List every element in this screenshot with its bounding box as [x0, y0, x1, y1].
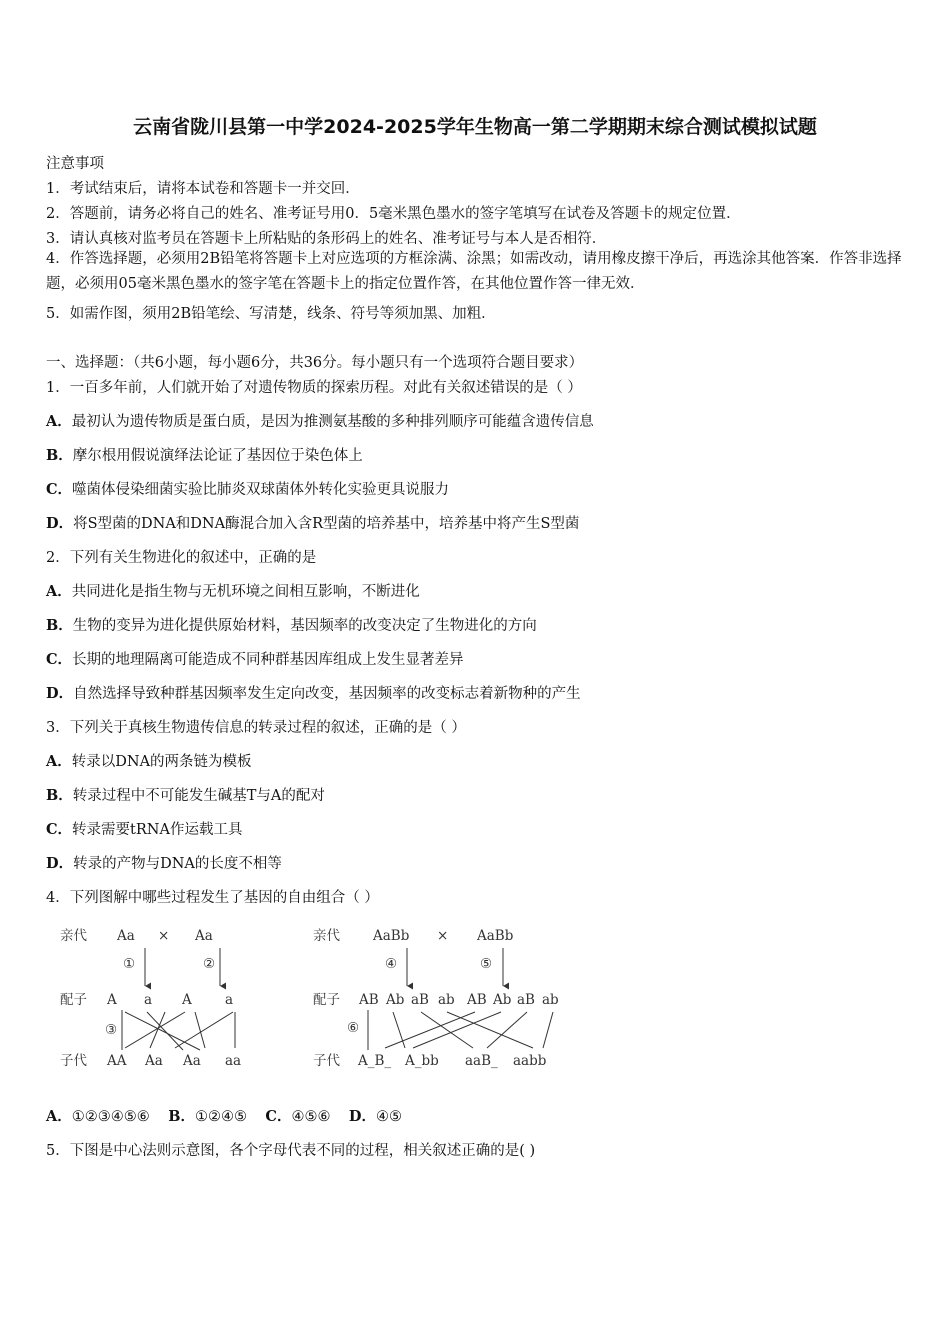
option-text: 转录过程中不可能发生碱基T与A的配对 [72, 788, 325, 804]
option-text: 将S型菌的DNA和DNA酶混合加入含R型菌的培养基中，培养基中将产生S型菌 [73, 516, 580, 532]
option-text: ④⑤⑥ [291, 1109, 331, 1125]
step-2: ② [203, 956, 216, 972]
right-gamete: AB [359, 992, 379, 1008]
option-key: A． [46, 753, 72, 770]
left-offspring: Aa [145, 1053, 163, 1069]
left-parent-2: Aa [195, 928, 213, 944]
step-5: ⑤ [480, 956, 493, 972]
notice-item-4: 4．作答选择题，必须用2B铅笔将答题卡上对应选项的方框涂满、涂黑；如需改动，请用橡皮擦干净后，再选涂其他答案．作答非选择题，必须用05毫米黑色墨水的签字笔在答题卡上的指定位置作答，在其他位置作答一律无效． [46, 251, 902, 292]
left-gamete: A [182, 992, 192, 1008]
left-parent-label: 亲代 [60, 928, 87, 944]
page-title: 云南省陇川县第一中学2024-2025学年生物高一第二学期期末综合测试模拟试题 [133, 116, 817, 138]
left-offspring: AA [107, 1053, 127, 1069]
option-text: 摩尔根用假说演绎法论证了基因位于染色体上 [72, 448, 363, 464]
question-3-option-d [46, 852, 282, 873]
option-key: A． [46, 413, 72, 430]
question-2-stem: 2．下列有关生物进化的叙述中，正确的是 [46, 550, 317, 566]
question-4-stem: 4．下列图解中哪些过程发生了基因的自由组合（ ） [46, 890, 379, 906]
left-gamete: A [107, 992, 117, 1008]
question-4-options [46, 1105, 402, 1126]
option-text: ①②③④⑤⑥ [71, 1109, 150, 1125]
step-3: ③ [105, 1022, 118, 1038]
notice-item-1: 1．考试结束后，请将本试卷和答题卡一并交回． [46, 181, 360, 197]
left-gamete-label: 配子 [60, 992, 87, 1008]
right-offspring: aaB_ [465, 1053, 498, 1069]
left-parent-1: Aa [117, 928, 135, 944]
option-text: 最初认为遗传物质是蛋白质，是因为推测氨基酸的多种排列顺序可能蕴含遗传信息 [71, 414, 594, 430]
question-3-stem: 3．下列关于真核生物遗传信息的转录过程的叙述，正确的是（ ） [46, 720, 466, 736]
notice-item-3: 3．请认真核对监考员在答题卡上所粘贴的条形码上的姓名、准考证号与本人是否相符． [46, 231, 607, 247]
option-key: B． [168, 1108, 195, 1125]
question-1-option-a [46, 410, 594, 431]
question-2-option-d [46, 682, 581, 703]
right-gamete: ab [438, 992, 455, 1008]
option-key: D． [46, 855, 74, 872]
right-offspring-label: 子代 [313, 1053, 340, 1069]
right-offspring: aabb [513, 1053, 547, 1069]
right-gamete: Ab [493, 992, 512, 1008]
left-offspring: aa [225, 1053, 242, 1069]
option-key: D． [348, 1108, 376, 1125]
right-parent-label: 亲代 [313, 928, 340, 944]
right-parent-1: AaBb [373, 928, 410, 944]
right-gamete: aB [517, 992, 535, 1008]
option-key: D． [46, 685, 74, 702]
notice-item-2: 2．答题前，请务必将自己的姓名、准考证号用0．5毫米黑色墨水的签字笔填写在试卷及答题卡的规定位置． [46, 206, 741, 222]
notice-heading: 注意事项 [46, 156, 104, 172]
question-3-option-a [46, 750, 252, 771]
question-1-stem: 1．一百多年前，人们就开始了对遗传物质的探索历程。对此有关叙述错误的是（ ） [46, 380, 582, 396]
right-gamete: Ab [386, 992, 405, 1008]
option-text: 转录需要tRNA作运载工具 [72, 822, 243, 838]
option-key: C． [46, 651, 73, 668]
option-key: C． [265, 1108, 292, 1125]
option-key: A． [46, 1108, 72, 1125]
step-6: ⑥ [347, 1020, 360, 1036]
right-offspring: A_B_ [358, 1053, 392, 1069]
option-text: 长期的地理隔离可能造成不同种群基因库组成上发生显著差异 [72, 652, 464, 668]
option-key: C． [46, 481, 73, 498]
left-gamete: a [225, 992, 234, 1008]
right-cross-lines [368, 1010, 553, 1050]
right-parent-2: AaBb [477, 928, 514, 944]
left-gamete: a [144, 992, 153, 1008]
option-text: 自然选择导致种群基因频率发生定向改变，基因频率的改变标志着新物种的产生 [73, 686, 581, 702]
left-cross-lines [122, 1010, 235, 1050]
step-1: ① [123, 956, 136, 972]
inheritance-diagram [55, 920, 575, 1075]
right-gamete: aB [411, 992, 429, 1008]
left-offspring-label: 子代 [60, 1053, 87, 1069]
question-3-option-c [46, 818, 242, 839]
option-text: 共同进化是指生物与无机环境之间相互影响，不断进化 [71, 584, 420, 600]
left-offspring: Aa [183, 1053, 201, 1069]
option-text: ①②④⑤ [194, 1109, 247, 1125]
notice-item-5: 5．如需作图，须用2B铅笔绘、写清楚，线条、符号等须加黑、加粗． [46, 306, 496, 322]
step-4: ④ [385, 956, 398, 972]
question-1-option-b [46, 444, 363, 465]
option-key: C． [46, 821, 73, 838]
left-cross: × [158, 928, 170, 944]
option-text: ④⑤ [375, 1109, 402, 1125]
right-gamete: AB [467, 992, 487, 1008]
option-text: 转录以DNA的两条链为模板 [71, 754, 252, 770]
question-1-option-c [46, 478, 449, 499]
right-cross: × [437, 928, 449, 944]
option-text: 生物的变异为进化提供原始材料，基因频率的改变决定了生物进化的方向 [72, 618, 537, 634]
option-key: B． [46, 787, 73, 804]
option-text: 转录的产物与DNA的长度不相等 [73, 856, 282, 872]
option-key: B． [46, 447, 73, 464]
option-key: A． [46, 583, 72, 600]
right-gamete-label: 配子 [313, 992, 340, 1008]
option-key: D． [46, 515, 74, 532]
question-5-stem: 5．下图是中心法则示意图，各个字母代表不同的过程，相关叙述正确的是( ) [46, 1143, 536, 1159]
section-heading: 一、选择题：（共6小题，每小题6分，共36分。每小题只有一个选项符合题目要求） [46, 355, 584, 371]
question-2-option-c [46, 648, 464, 669]
right-offspring: A_bb [405, 1053, 439, 1069]
option-text: 噬菌体侵染细菌实验比肺炎双球菌体外转化实验更具说服力 [72, 482, 450, 498]
right-gamete: ab [542, 992, 559, 1008]
question-2-option-b [46, 614, 537, 635]
question-1-option-d [46, 512, 579, 533]
question-2-option-a [46, 580, 420, 601]
option-key: B． [46, 617, 73, 634]
question-3-option-b [46, 784, 325, 805]
